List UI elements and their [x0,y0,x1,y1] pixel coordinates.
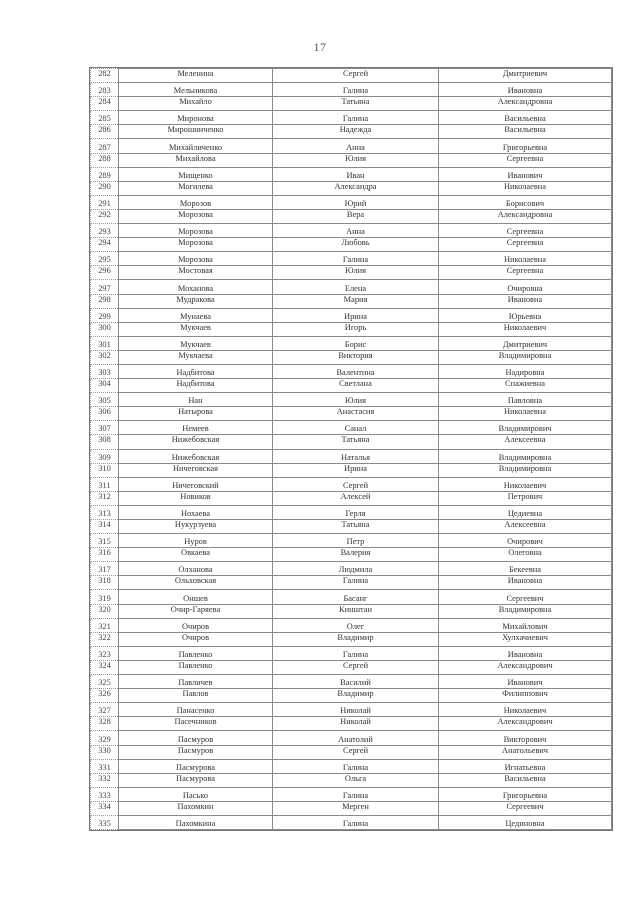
row-number: 287 [91,139,119,153]
surname-cell: Немеев [119,421,273,435]
table-row [91,111,612,125]
table-row [91,350,612,364]
surname-cell: Мищенко [119,167,273,181]
table-row [91,703,612,717]
first-name-cell: Басанг [273,590,439,604]
row-number: 288 [91,153,119,167]
table-row [91,252,612,266]
patronymic-cell: Григорьевна [439,139,612,153]
first-name-cell: Николай [273,703,439,717]
patronymic-cell: Николаевич [439,703,612,717]
first-name-cell: Александра [273,181,439,195]
patronymic-cell: Сергеевна [439,238,612,252]
table-row [91,717,612,731]
table-row [91,773,612,787]
row-number: 324 [91,660,119,674]
surname-cell: Могилева [119,181,273,195]
first-name-cell: Елена [273,280,439,294]
surname-cell: Нижебовская [119,449,273,463]
table-row [91,69,612,83]
table-row [91,153,612,167]
surname-cell: Мирошниченко [119,125,273,139]
surname-cell: Мунаева [119,308,273,322]
table-row [91,195,612,209]
surname-cell: Пасько [119,787,273,801]
table-row [91,435,612,449]
table-row [91,181,612,195]
table-row [91,477,612,491]
first-name-cell: Анатолий [273,731,439,745]
first-name-cell: Людмила [273,562,439,576]
row-number: 296 [91,266,119,280]
row-number: 291 [91,195,119,209]
row-number: 334 [91,801,119,815]
patronymic-cell: Николаевич [439,477,612,491]
table-row [91,97,612,111]
patronymic-cell: Сергеевна [439,266,612,280]
first-name-cell: Виктория [273,350,439,364]
table-row [91,660,612,674]
surname-cell: Морозова [119,238,273,252]
first-name-cell: Галина [273,576,439,590]
table-row [91,632,612,646]
patronymic-cell: Васильевна [439,111,612,125]
table-row [91,125,612,139]
surname-cell: Мукчаев [119,322,273,336]
surname-cell: Михайло [119,97,273,111]
row-number: 302 [91,350,119,364]
surname-cell: Мостовая [119,266,273,280]
row-number: 323 [91,646,119,660]
first-name-cell: Сергей [273,660,439,674]
patronymic-cell: Сергеевна [439,224,612,238]
patronymic-cell: Анатольевич [439,745,612,759]
table-row [91,280,612,294]
surname-cell: Павлов [119,689,273,703]
surname-cell: Павленко [119,646,273,660]
surname-cell: Морозова [119,224,273,238]
first-name-cell: Ольга [273,773,439,787]
surname-cell: Оншев [119,590,273,604]
patronymic-cell: Цединовна [439,815,612,829]
surname-cell: Моханова [119,280,273,294]
row-number: 301 [91,336,119,350]
row-number: 303 [91,364,119,378]
row-number: 285 [91,111,119,125]
first-name-cell: Владимир [273,632,439,646]
row-number: 294 [91,238,119,252]
patronymic-cell: Александрович [439,717,612,731]
row-number: 283 [91,83,119,97]
surname-cell: Ничеговская [119,463,273,477]
row-number: 308 [91,435,119,449]
row-number: 320 [91,604,119,618]
patronymic-cell: Очирович [439,534,612,548]
row-number: 297 [91,280,119,294]
row-number: 284 [91,97,119,111]
first-name-cell: Надежда [273,125,439,139]
first-name-cell: Татьяна [273,97,439,111]
patronymic-cell: Хулхачиевич [439,632,612,646]
surname-cell: Нохаева [119,505,273,519]
surname-cell: Нуров [119,534,273,548]
first-name-cell: Сергей [273,69,439,83]
surname-cell: Нан [119,393,273,407]
table-row [91,294,612,308]
table-row [91,336,612,350]
first-name-cell: Светлана [273,379,439,393]
first-name-cell: Петр [273,534,439,548]
table-row [91,449,612,463]
row-number: 335 [91,815,119,829]
surname-cell: Очиров [119,632,273,646]
first-name-cell: Сергей [273,745,439,759]
row-number: 295 [91,252,119,266]
surname-cell: Михайличенко [119,139,273,153]
table-row [91,421,612,435]
row-number: 304 [91,379,119,393]
first-name-cell: Галина [273,111,439,125]
row-number: 333 [91,787,119,801]
row-number: 326 [91,689,119,703]
surname-cell: Павленко [119,660,273,674]
first-name-cell: Анастасия [273,407,439,421]
surname-cell: Очиров [119,618,273,632]
roster-body [91,69,612,830]
first-name-cell: Юлия [273,153,439,167]
table-row [91,407,612,421]
surname-cell: Ольховская [119,576,273,590]
table-row [91,364,612,378]
patronymic-cell: Иванович [439,675,612,689]
patronymic-cell: Иванович [439,167,612,181]
table-row [91,731,612,745]
row-number: 331 [91,759,119,773]
roster-table [90,68,612,830]
table-row [91,745,612,759]
row-number: 325 [91,675,119,689]
first-name-cell: Татьяна [273,520,439,534]
patronymic-cell: Цедиевна [439,505,612,519]
table-row [91,534,612,548]
surname-cell: Нукурзуева [119,520,273,534]
patronymic-cell: Игнатьевна [439,759,612,773]
row-number: 315 [91,534,119,548]
row-number: 286 [91,125,119,139]
surname-cell: Мукчаев [119,336,273,350]
surname-cell: Овкаева [119,548,273,562]
surname-cell: Мукчаева [119,350,273,364]
table-row [91,139,612,153]
table-row [91,224,612,238]
surname-cell: Мудракова [119,294,273,308]
table-row [91,759,612,773]
first-name-cell: Юлия [273,266,439,280]
first-name-cell: Галина [273,252,439,266]
table-row [91,787,612,801]
table-row [91,576,612,590]
row-number: 319 [91,590,119,604]
patronymic-cell: Ивановна [439,646,612,660]
table-row [91,238,612,252]
table-row [91,604,612,618]
surname-cell: Миронова [119,111,273,125]
row-number: 282 [91,69,119,83]
patronymic-cell: Николаевна [439,252,612,266]
first-name-cell: Вера [273,209,439,223]
surname-cell: Натырова [119,407,273,421]
table-row [91,505,612,519]
table-row [91,689,612,703]
patronymic-cell: Викторович [439,731,612,745]
surname-cell: Морозова [119,209,273,223]
patronymic-cell: Александрович [439,660,612,674]
patronymic-cell: Бекеевна [439,562,612,576]
first-name-cell: Владимир [273,689,439,703]
table-row [91,209,612,223]
row-number: 312 [91,491,119,505]
table-row [91,308,612,322]
table-row [91,463,612,477]
first-name-cell: Алексей [273,491,439,505]
first-name-cell: Любовь [273,238,439,252]
first-name-cell: Игорь [273,322,439,336]
patronymic-cell: Ивановна [439,294,612,308]
row-number: 290 [91,181,119,195]
surname-cell: Пасмурова [119,759,273,773]
first-name-cell: Сергей [273,477,439,491]
patronymic-cell: Ивановна [439,576,612,590]
row-number: 311 [91,477,119,491]
row-number: 332 [91,773,119,787]
table-row [91,322,612,336]
table-row [91,393,612,407]
row-number: 289 [91,167,119,181]
first-name-cell: Татьяна [273,435,439,449]
first-name-cell: Герля [273,505,439,519]
surname-cell: Михайлова [119,153,273,167]
patronymic-cell: Очировна [439,280,612,294]
patronymic-cell: Николаевна [439,181,612,195]
first-name-cell: Галина [273,787,439,801]
patronymic-cell: Васильевна [439,773,612,787]
first-name-cell: Галина [273,83,439,97]
patronymic-cell: Александровна [439,97,612,111]
first-name-cell: Юрий [273,195,439,209]
surname-cell: Новиков [119,491,273,505]
first-name-cell: Санал [273,421,439,435]
table-row [91,266,612,280]
patronymic-cell: Олеговна [439,548,612,562]
table-row [91,167,612,181]
row-number: 305 [91,393,119,407]
first-name-cell: Галина [273,646,439,660]
surname-cell: Надбитова [119,379,273,393]
row-number: 328 [91,717,119,731]
surname-cell: Олханова [119,562,273,576]
patronymic-cell: Васильевна [439,125,612,139]
row-number: 310 [91,463,119,477]
patronymic-cell: Филиппович [439,689,612,703]
first-name-cell: Валерия [273,548,439,562]
first-name-cell: Мерген [273,801,439,815]
first-name-cell: Николай [273,717,439,731]
table-row [91,590,612,604]
page-number: 17 [313,40,327,54]
first-name-cell: Валентина [273,364,439,378]
table-row [91,675,612,689]
row-number: 316 [91,548,119,562]
surname-cell: Очир-Гаряева [119,604,273,618]
first-name-cell: Галина [273,759,439,773]
surname-cell: Мельникова [119,83,273,97]
row-number: 293 [91,224,119,238]
row-number: 313 [91,505,119,519]
patronymic-cell: Алексеевна [439,520,612,534]
surname-cell: Нижебовская [119,435,273,449]
first-name-cell: Анна [273,224,439,238]
patronymic-cell: Владимирович [439,421,612,435]
row-number: 299 [91,308,119,322]
patronymic-cell: Дмитриевич [439,336,612,350]
row-number: 309 [91,449,119,463]
row-number: 298 [91,294,119,308]
row-number: 322 [91,632,119,646]
table-row [91,491,612,505]
first-name-cell: Ирина [273,463,439,477]
first-name-cell: Юлия [273,393,439,407]
surname-cell: Меленина [119,69,273,83]
surname-cell: Пасмуров [119,745,273,759]
patronymic-cell: Сергеевич [439,801,612,815]
patronymic-cell: Владимировна [439,463,612,477]
first-name-cell: Иван [273,167,439,181]
surname-cell: Павличев [119,675,273,689]
table-row [91,646,612,660]
row-number: 329 [91,731,119,745]
table-row [91,618,612,632]
patronymic-cell: Григорьевна [439,787,612,801]
table-row [91,520,612,534]
row-number: 318 [91,576,119,590]
table-row [91,548,612,562]
surname-cell: Пасмурова [119,773,273,787]
row-number: 330 [91,745,119,759]
row-number: 292 [91,209,119,223]
first-name-cell: Василий [273,675,439,689]
patronymic-cell: Владимировна [439,604,612,618]
patronymic-cell: Александровна [439,209,612,223]
first-name-cell: Галина [273,815,439,829]
row-number: 321 [91,618,119,632]
surname-cell: Пахомкин [119,801,273,815]
patronymic-cell: Сергеевич [439,590,612,604]
patronymic-cell: Николаевич [439,322,612,336]
first-name-cell: Кинштан [273,604,439,618]
surname-cell: Пасечников [119,717,273,731]
surname-cell: Пахомкина [119,815,273,829]
surname-cell: Панасенко [119,703,273,717]
patronymic-cell: Спажиевна [439,379,612,393]
table-row [91,815,612,829]
surname-cell: Надбитова [119,364,273,378]
patronymic-cell: Юрьевна [439,308,612,322]
patronymic-cell: Михайлович [439,618,612,632]
patronymic-cell: Дмитриевич [439,69,612,83]
patronymic-cell: Надировна [439,364,612,378]
surname-cell: Ничеговский [119,477,273,491]
row-number: 317 [91,562,119,576]
patronymic-cell: Владимировна [439,350,612,364]
surname-cell: Морозова [119,252,273,266]
patronymic-cell: Ивановна [439,83,612,97]
table-row [91,562,612,576]
first-name-cell: Наталья [273,449,439,463]
row-number: 300 [91,322,119,336]
patronymic-cell: Павловна [439,393,612,407]
surname-cell: Пасмуров [119,731,273,745]
first-name-cell: Мария [273,294,439,308]
patronymic-cell: Николаевна [439,407,612,421]
first-name-cell: Борис [273,336,439,350]
patronymic-cell: Петрович [439,491,612,505]
surname-cell: Морозов [119,195,273,209]
row-number: 327 [91,703,119,717]
table-row [91,83,612,97]
table-row [91,801,612,815]
row-number: 306 [91,407,119,421]
table-row [91,379,612,393]
first-name-cell: Ирина [273,308,439,322]
patronymic-cell: Алексеевна [439,435,612,449]
row-number: 314 [91,520,119,534]
first-name-cell: Олег [273,618,439,632]
patronymic-cell: Владимировна [439,449,612,463]
patronymic-cell: Борисович [439,195,612,209]
first-name-cell: Анна [273,139,439,153]
row-number: 307 [91,421,119,435]
patronymic-cell: Сергеевна [439,153,612,167]
